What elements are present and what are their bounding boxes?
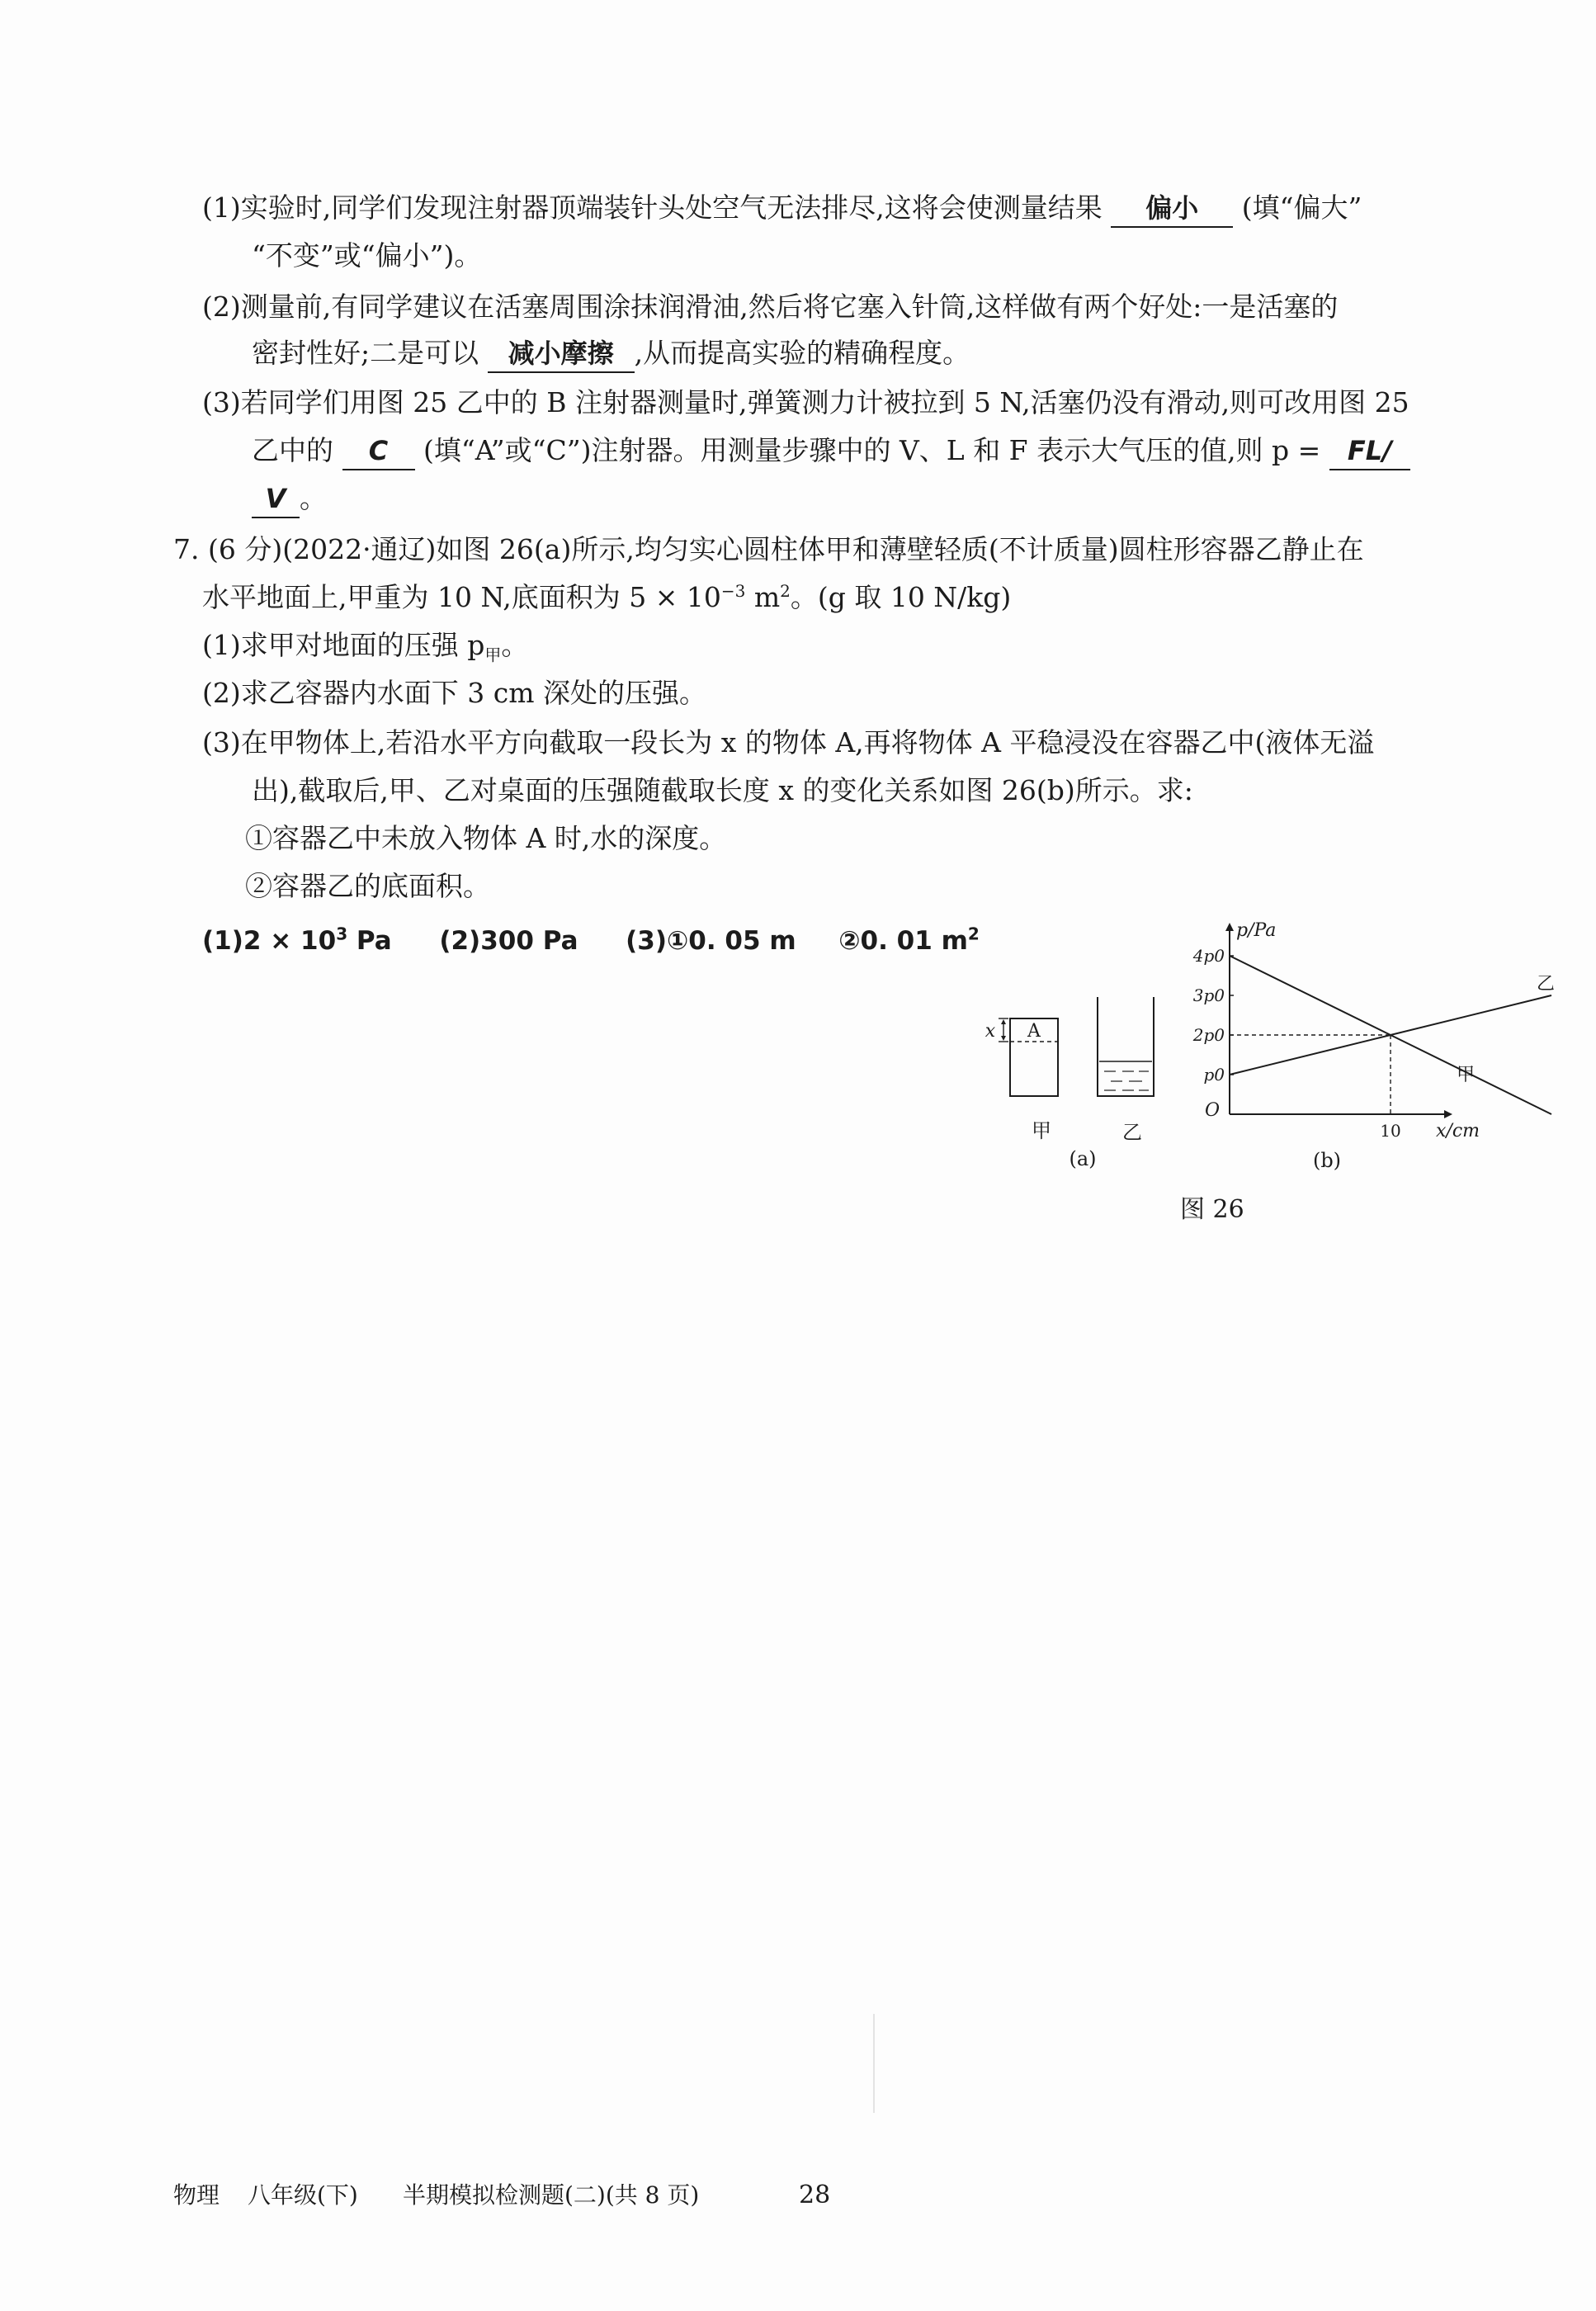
container-yi [1098, 997, 1154, 1096]
y-tick-label: p0 [1203, 1065, 1225, 1085]
q6-part2-answer: 减小摩擦 [488, 335, 635, 373]
q6-part3-text-c: (填“A”或“C”)注射器。用测量步骤中的 V、L 和 F 表示大气压的值,则 p = [423, 434, 1321, 466]
origin-label: O [1205, 1100, 1221, 1121]
q6-part3-answer2a: FL/ [1329, 432, 1410, 470]
q7-answer3b: ②0. 01 m [838, 926, 968, 956]
q6-part2-text-b: 密封性好;二是可以 [252, 337, 479, 369]
q7-answer3b-exp: 2 [967, 924, 980, 944]
q7-sub3-item1 [245, 820, 726, 857]
figure-26b-chart [1172, 908, 1556, 1180]
q6-part3-line1 [202, 385, 1409, 421]
q7-unit: m [753, 581, 781, 613]
q7-heading [173, 532, 1364, 568]
q7-sub3-text-b: 出),截取后,甲、乙对桌面的压强随截取长度 x 的变化关系如图 26(b)所示。求: [252, 774, 1193, 806]
footer-title: 半期模拟检测题(二)(共 8 页) [403, 2181, 700, 2209]
q6-part3-line2 [252, 432, 1410, 470]
q6-part1-text-b: (填“偏大” [1241, 191, 1362, 224]
series-yi-label: 乙 [1537, 973, 1556, 995]
caption-a: (a) [1069, 1147, 1097, 1170]
q7-sub2 [202, 675, 706, 711]
q7-sub3-item2-text: ②容器乙的底面积。 [245, 870, 490, 902]
x-tick-label: 10 [1380, 1121, 1401, 1141]
q7-exp: −3 [720, 581, 746, 601]
q6-part2-text: 测量前,有同学建议在活塞周围涂抹润滑油,然后将它塞入针筒,这样做有两个好处:一是活塞的 [240, 291, 1339, 323]
q7-sub3-text: (3)在甲物体上,若沿水平方向截取一段长为 x 的物体 A,再将物体 A 平稳浸没在容器乙中(液体无溢 [202, 726, 1375, 759]
label-jia: 甲 [1032, 1119, 1051, 1142]
q7-answer1-unit: Pa [347, 926, 392, 956]
q7-sub3 [202, 725, 1374, 761]
label-yi: 乙 [1122, 1121, 1142, 1144]
q6-part3-line3 [252, 480, 327, 518]
footer-grade: 八年级(下) [248, 2181, 358, 2209]
q7-sub2-text: (2)求乙容器内水面下 3 cm 深处的压强。 [202, 677, 706, 709]
q6-part3-num: (3) [202, 386, 241, 418]
q6-part1-answer: 偏小 [1111, 190, 1233, 228]
y-axis-arrow [1225, 923, 1234, 931]
y-axis-label: p/Pa [1236, 920, 1277, 941]
q7-sub1-subscript: 甲 [484, 645, 502, 665]
q6-part3-text: 若同学们用图 25 乙中的 B 注射器测量时,弹簧测力计被拉到 5 N,活塞仍没有滑动,则可改用图 25 [240, 386, 1409, 418]
q7-sub3-item1-text: ①容器乙中未放入物体 A 时,水的深度。 [245, 822, 727, 854]
q7-heading-text-b: 水平地面上,甲重为 10 N,底面积为 5 × 10 [202, 581, 721, 613]
q6-part2-line1 [202, 289, 1338, 325]
q6-part3-answer2b: V [252, 480, 300, 518]
q7-answer1: (1)2 × 10 [202, 926, 337, 956]
y-tick-label: 3p0 [1192, 985, 1225, 1005]
q7-sub1-text: (1)求甲对地面的压强 p [202, 629, 485, 661]
block-a-label: A [1027, 1021, 1041, 1042]
caption-b: (b) [1312, 1149, 1342, 1172]
binding-shadow [873, 2014, 875, 2113]
q7-sub3-line2 [252, 773, 1193, 809]
q6-part1-num: (1) [202, 191, 241, 224]
q6-part3-text-d: 。 [300, 482, 327, 514]
q6-part3-text-b: 乙中的 [252, 434, 333, 466]
q7-sub1-end: 。 [501, 629, 529, 661]
x-label: x [985, 1021, 996, 1042]
q7-heading-line2 [202, 579, 1011, 616]
q7-sub1 [202, 627, 528, 664]
series-jia-label: 甲 [1457, 1065, 1476, 1086]
q6-part1-text: 实验时,同学们发现注射器顶端装针头处空气无法排尽,这将会使测量结果 [240, 191, 1103, 224]
q6-part1-line1 [202, 190, 1362, 228]
figure-26a [974, 990, 1172, 1180]
q6-part1-text-c: “不变”或“偏小”)。 [252, 239, 482, 272]
q6-part1-line2 [252, 238, 481, 274]
page-number: 28 [799, 2181, 831, 2209]
q7-answers [202, 923, 980, 959]
y-tick-label: 2p0 [1192, 1025, 1225, 1045]
q6-part2-text-c: ,从而提高实验的精确程度。 [634, 337, 970, 369]
x-axis-arrow [1444, 1110, 1452, 1118]
q7-answer1-exp: 3 [336, 924, 348, 944]
q7-heading-text-c: 。(g 取 10 N/kg) [790, 581, 1012, 613]
q6-part2-line2 [252, 335, 970, 373]
q7-sub3-item2 [245, 868, 490, 905]
figure-caption: 图 26 [1180, 1195, 1244, 1224]
q7-answer3a: (3)①0. 05 m [626, 926, 796, 956]
q7-answer2: (2)300 Pa [439, 926, 578, 956]
y-tick-label: 4p0 [1192, 946, 1225, 966]
q7-unit-exp: 2 [780, 581, 791, 601]
q6-part3-answer1: C [342, 432, 415, 470]
q6-part2-num: (2) [202, 291, 241, 323]
x-axis-label: x/cm [1436, 1121, 1480, 1142]
footer-subject: 物理 [173, 2181, 220, 2209]
q7-heading-text: 7. (6 分)(2022·通辽)如图 26(a)所示,均匀实心圆柱体甲和薄壁轻质(不计质量)圆柱形容器乙静止在 [173, 533, 1364, 565]
